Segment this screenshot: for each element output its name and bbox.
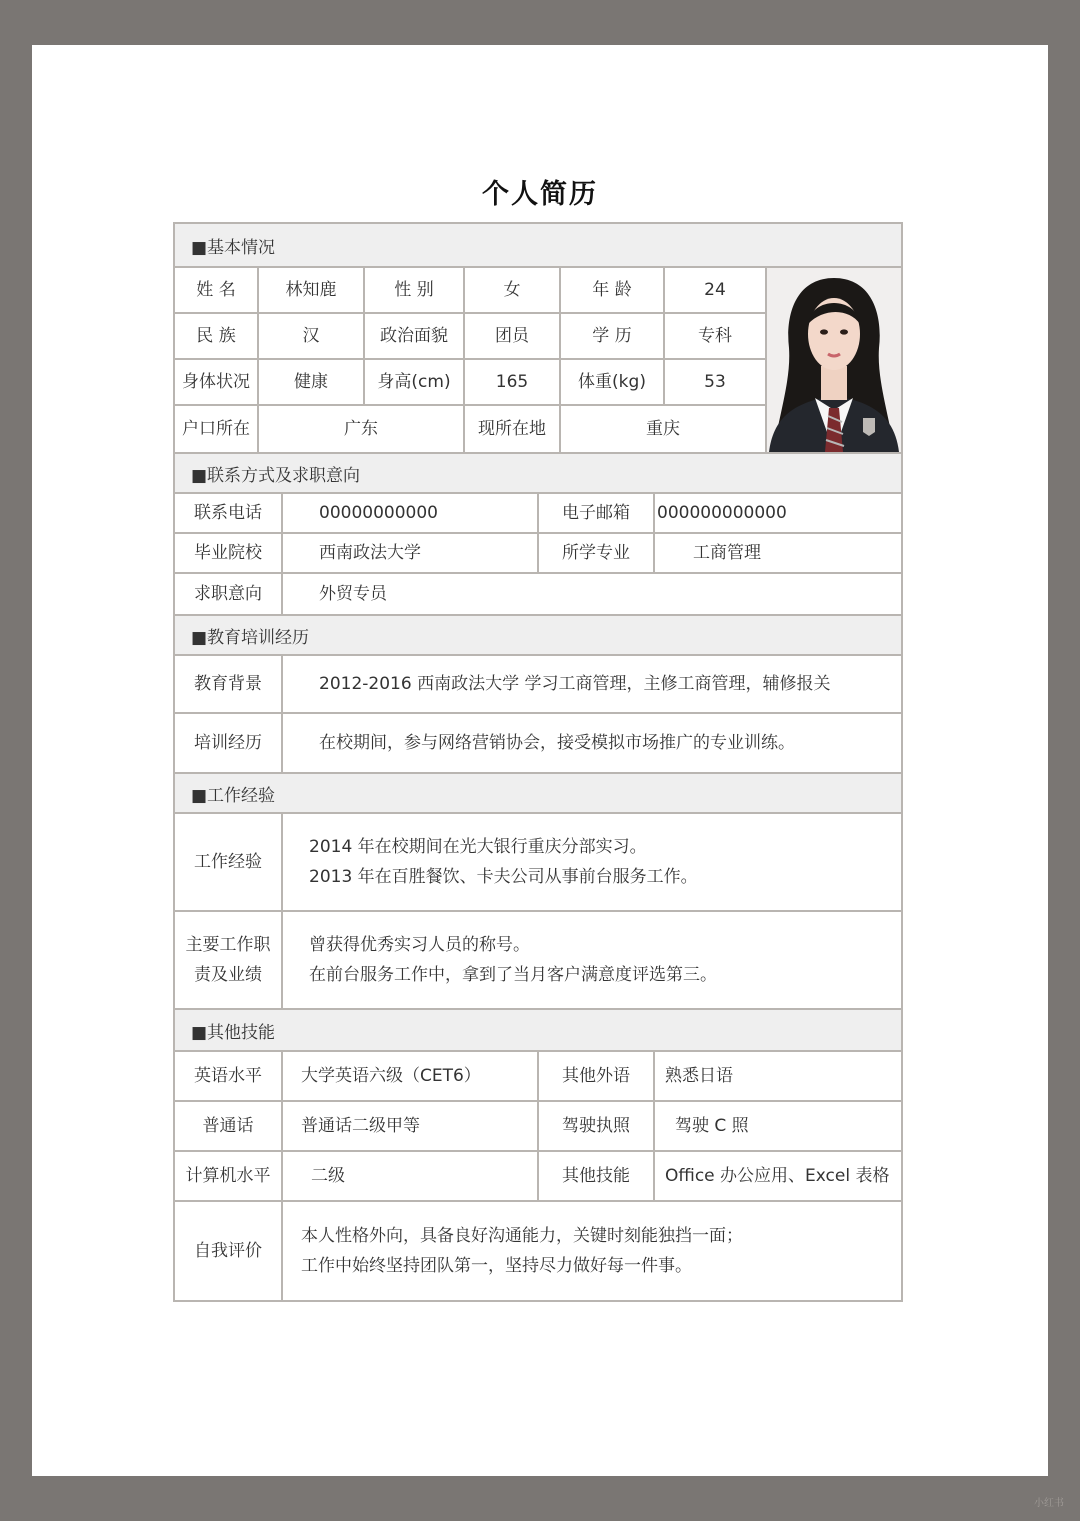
section-basic: ■基本情况 — [175, 224, 901, 266]
duty-label — [175, 912, 281, 1008]
health-label: 身体状况 — [182, 372, 250, 392]
self-eval-value — [301, 1202, 891, 1300]
duty-label-line: 责及业绩 — [194, 965, 262, 985]
age-value: 24 — [704, 280, 726, 300]
english-value: 大学英语六级（CET6） — [301, 1066, 481, 1086]
education-background-label: 教育背景 — [194, 674, 262, 694]
duty-line: 在前台服务工作中，拿到了当月客户满意度评选第三。 — [309, 965, 717, 985]
duty-label-line: 主要工作职 — [185, 935, 271, 955]
duty-line: 曾获得优秀实习人员的称号。 — [309, 935, 530, 955]
intent-value: 外贸专员 — [319, 584, 387, 604]
name-label: 姓 名 — [196, 280, 236, 300]
age-label: 年 龄 — [592, 280, 632, 300]
email-label: 电子邮箱 — [562, 503, 630, 523]
health-value: 健康 — [294, 372, 328, 392]
license-label: 驾驶执照 — [562, 1116, 630, 1136]
ethnicity-value: 汉 — [302, 326, 320, 346]
other-skill-value: Office 办公应用、Excel 表格 — [665, 1166, 890, 1186]
self-eval-label: 自我评价 — [194, 1241, 262, 1261]
other-lang-value: 熟悉日语 — [665, 1066, 733, 1086]
hukou-value: 广东 — [344, 419, 378, 439]
gender-label: 性 别 — [394, 280, 434, 300]
self-eval-line: 工作中始终坚持团队第一，坚持尽力做好每一件事。 — [301, 1256, 692, 1276]
work-exp-line: 2014 年在校期间在光大银行重庆分部实习。 — [309, 837, 647, 857]
profile-photo — [767, 268, 901, 452]
training-label: 培训经历 — [194, 733, 262, 753]
email-value: 000000000000 — [657, 503, 787, 523]
name-value: 林知鹿 — [285, 280, 337, 300]
section-education: ■教育培训经历 — [175, 616, 901, 654]
section-work: ■工作经验 — [175, 774, 901, 812]
education-background-value: 2012-2016 西南政法大学 学习工商管理，主修工商管理，辅修报关 — [319, 674, 831, 694]
major-value: 工商管理 — [693, 543, 761, 563]
work-exp-line: 2013 年在百胜餐饮、卡夫公司从事前台服务工作。 — [309, 867, 698, 887]
height-label: 身高(cm) — [377, 372, 451, 392]
major-label: 所学专业 — [562, 543, 630, 563]
political-value: 团员 — [495, 326, 529, 346]
school-value: 西南政法大学 — [319, 543, 421, 563]
computer-label: 计算机水平 — [185, 1166, 271, 1186]
current-label: 现所在地 — [478, 419, 546, 439]
ethnicity-label: 民 族 — [196, 326, 236, 346]
mandarin-label: 普通话 — [202, 1116, 254, 1136]
gender-value: 女 — [503, 280, 521, 300]
section-skills: ■其他技能 — [175, 1010, 901, 1050]
work-exp-value — [309, 814, 889, 910]
phone-label: 联系电话 — [194, 503, 262, 523]
watermark-logo: 小红书 — [1034, 1498, 1064, 1509]
work-exp-label: 工作经验 — [194, 852, 262, 872]
weight-value: 53 — [704, 372, 726, 392]
self-eval-line: 本人性格外向，具备良好沟通能力，关键时刻能独挡一面； — [301, 1226, 743, 1246]
school-label: 毕业院校 — [194, 543, 262, 563]
training-value: 在校期间，参与网络营销协会，接受模拟市场推广的专业训练。 — [319, 733, 795, 753]
mandarin-value: 普通话二级甲等 — [301, 1116, 420, 1136]
weight-label: 体重(kg) — [578, 372, 646, 392]
section-contact: ■联系方式及求职意向 — [175, 454, 901, 492]
intent-label: 求职意向 — [194, 584, 262, 604]
height-value: 165 — [495, 372, 529, 392]
hukou-label: 户口所在 — [182, 419, 250, 439]
duty-value — [309, 912, 889, 1008]
page-title: 个人简历 — [482, 179, 598, 210]
license-value: 驾驶 C 照 — [675, 1116, 749, 1136]
other-lang-label: 其他外语 — [562, 1066, 630, 1086]
political-label: 政治面貌 — [380, 326, 448, 346]
degree-label: 学 历 — [592, 326, 632, 346]
resume-form — [173, 222, 903, 1302]
other-skill-label: 其他技能 — [562, 1166, 630, 1186]
degree-value: 专科 — [698, 326, 732, 346]
computer-value: 二级 — [311, 1166, 345, 1186]
current-value: 重庆 — [646, 419, 680, 439]
phone-value: 00000000000 — [319, 503, 438, 523]
english-label: 英语水平 — [194, 1066, 262, 1086]
